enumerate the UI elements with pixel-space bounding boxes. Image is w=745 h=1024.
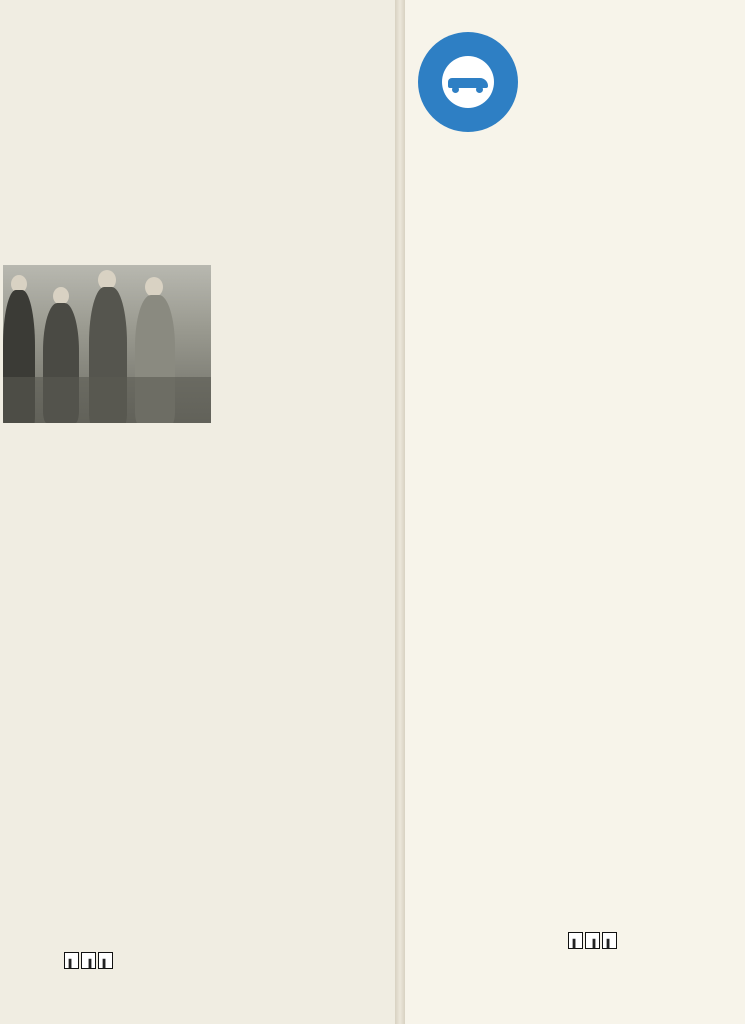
logo-b-icon: ▐ bbox=[585, 932, 600, 949]
team-photo bbox=[3, 265, 211, 423]
car-icon bbox=[442, 56, 494, 108]
logo-h-icon: ▌ bbox=[98, 952, 113, 969]
logo-m-icon: ▌ bbox=[568, 932, 583, 949]
page-gutter bbox=[395, 0, 405, 1024]
logo-b-icon: ▐ bbox=[81, 952, 96, 969]
logo-h-icon: ▌ bbox=[602, 932, 617, 949]
sportklub-emblem bbox=[418, 32, 518, 132]
magazine-logo-right bbox=[568, 932, 623, 949]
logo-m-icon: ▌ bbox=[64, 952, 79, 969]
magazine-logo bbox=[64, 952, 119, 969]
right-page bbox=[400, 0, 745, 1024]
